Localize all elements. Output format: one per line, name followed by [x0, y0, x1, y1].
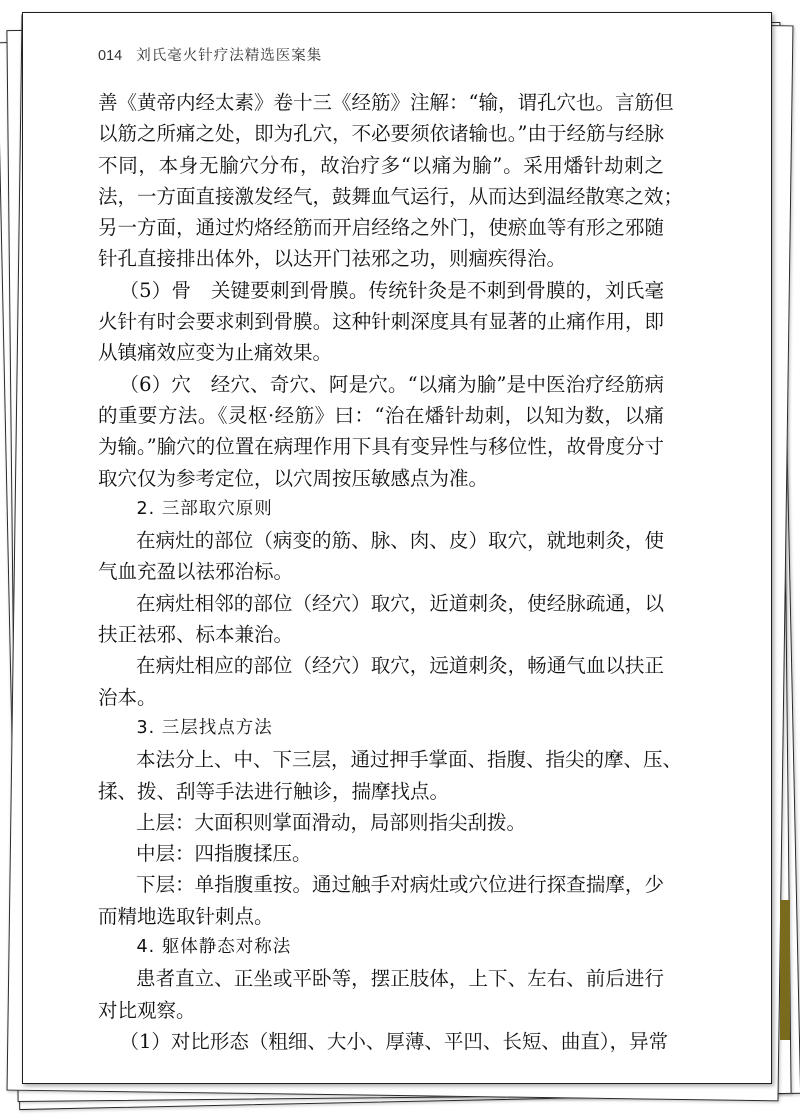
text-line: 针孔直接排出体外，以达开门祛邪之功，则痼疾得治。: [98, 247, 567, 271]
page-number: 014: [98, 48, 123, 64]
text-line: 下层：单指腹重按。通过触手对病灶或穴位进行探查揣摩，少: [136, 873, 664, 897]
text-line: 在病灶的部位（病变的筋、脉、肉、皮）取穴，就地刺灸，使: [136, 529, 664, 553]
cover-edge: [780, 900, 790, 1040]
text-line: 法，一方面直接激发经气，鼓舞血气运行，从而达到温经散寒之效；: [98, 184, 684, 208]
text-line: 的重要方法。《灵枢·经筋》曰：“治在燔针劫刺，以知为数，以痛: [98, 403, 664, 427]
text-line: 对比观察。: [98, 998, 196, 1022]
section-heading: 4. 躯体静态对称法: [136, 937, 292, 958]
text-line: 揉、拨、刮等手法进行触诊，揣摩找点。: [98, 779, 450, 803]
text-line: 不同，本身无腧穴分布，故治疗多“以痛为腧”。采用燔针劫刺之: [98, 153, 664, 177]
text-line: 另一方面，通过灼烙经筋而开启经络之外门，使瘀血等有形之邪随: [98, 216, 664, 240]
section-heading: 3. 三层找点方法: [136, 717, 273, 738]
text-line: 在病灶相邻的部位（经穴）取穴，近道刺灸，使经脉疏通，以: [136, 591, 664, 615]
book-title: 刘氏毫火针疗法精选医案集: [136, 48, 323, 64]
text-line: 治本。: [98, 685, 157, 709]
text-line: 而精地选取针刺点。: [98, 904, 274, 928]
text-line: 中层：四指腹揉压。: [136, 842, 312, 866]
text-line: 在病灶相应的部位（经穴）取穴，远道刺灸，畅通气血以扶正: [136, 654, 664, 678]
text-line: （6）穴 经穴、奇穴、阿是穴。“以痛为腧”是中医治疗经筋病: [119, 372, 664, 396]
page-body: [98, 87, 684, 1057]
text-line: 上层：大面积则掌面滑动，局部则指尖刮拨。: [136, 810, 527, 834]
running-header: [98, 44, 322, 65]
text-line: 取穴仅为参考定位，以穴周按压敏感点为准。: [98, 466, 489, 490]
section-heading: 2. 三部取穴原则: [136, 498, 273, 519]
text-line: 扶正祛邪、标本兼治。: [98, 623, 294, 647]
text-line: 本法分上、中、下三层，通过押手掌面、指腹、指尖的摩、压、: [136, 748, 683, 772]
text-line: 气血充盈以祛邪治标。: [98, 560, 294, 584]
text-line: 火针有时会要求刺到骨膜。这种针刺深度具有显著的止痛作用，即: [98, 310, 664, 334]
text-line: （5）骨 关键要刺到骨膜。传统针灸是不刺到骨膜的，刘氏毫: [119, 278, 664, 302]
text-line: 为输。”腧穴的位置在病理作用下具有变异性与移位性，故骨度分寸: [98, 435, 664, 459]
text-line: 从镇痛效应变为止痛效果。: [98, 341, 333, 365]
text-line: （1）对比形态（粗细、大小、厚薄、平凹、长短、曲直），异常: [119, 1029, 669, 1053]
text-line: 患者直立、正坐或平卧等，摆正肢体，上下、左右、前后进行: [136, 967, 664, 991]
text-line: 以筋之所痛之处，即为孔穴，不必要须依诸输也。”由于经筋与经脉: [98, 122, 664, 146]
text-line: 善《黄帝内经太素》卷十三《经筋》注解：“输，谓孔穴也。言筋但: [98, 91, 674, 114]
